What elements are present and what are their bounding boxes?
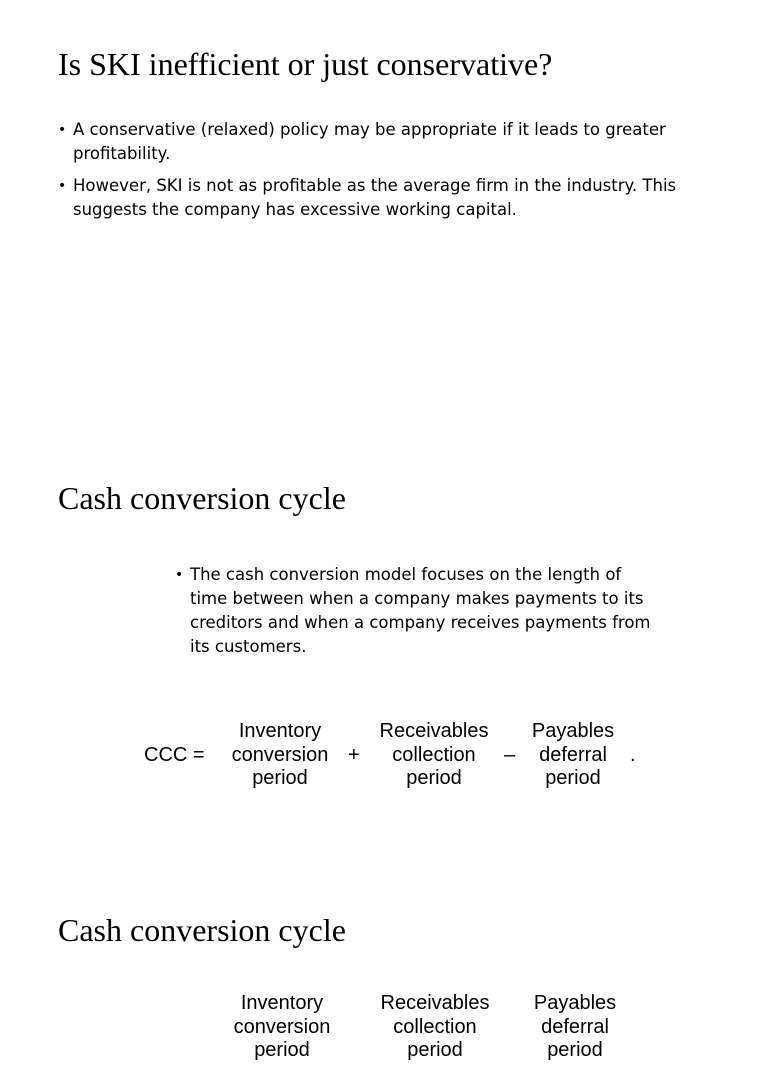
term-line: Payables	[533, 992, 617, 1014]
term-line: period	[547, 1039, 603, 1061]
slide-3	[0, 890, 768, 1061]
ccc-formula	[0, 718, 768, 793]
bullet-list	[58, 118, 708, 222]
bullet-item: • The cash conversion model focuses on the length of time between when a company makes payments to its creditors and when a company receives payments from its customers.	[175, 563, 655, 659]
term-line: conversion	[233, 1015, 331, 1038]
formula-plus: +	[348, 744, 360, 766]
term-line: Inventory	[240, 992, 324, 1014]
term-line: period	[252, 767, 308, 789]
formula-term-receivables	[381, 992, 490, 1063]
slide-title: Cash conversion cycle	[58, 912, 346, 948]
ccc-formula	[0, 992, 768, 1067]
formula-period-dot: .	[630, 744, 636, 766]
term-line: Inventory	[238, 720, 322, 742]
formula-term-inventory	[234, 992, 331, 1063]
term-line: deferral	[539, 743, 607, 766]
bullet-item: • A conservative (relaxed) policy may be appropriate if it leads to greater profitability.	[58, 118, 708, 166]
term-line: period	[254, 1039, 310, 1061]
formula-term-receivables	[380, 720, 489, 791]
term-line: period	[407, 1039, 463, 1061]
formula-term-inventory	[232, 720, 329, 791]
slide-title: Is SKI inefficient or just conservative?	[58, 46, 553, 82]
term-line: conversion	[231, 743, 329, 766]
slide-1	[0, 0, 768, 460]
formula-term-payables	[534, 992, 616, 1063]
term-line: Receivables	[380, 992, 490, 1014]
term-line: Payables	[531, 720, 615, 742]
slide-title: Cash conversion cycle	[58, 480, 346, 516]
term-line: deferral	[541, 1015, 609, 1038]
term-line: collection	[393, 1015, 477, 1038]
formula-term-payables	[532, 720, 614, 791]
formula-minus: –	[504, 744, 516, 766]
bullet-list	[175, 563, 655, 659]
term-line: collection	[392, 743, 476, 766]
term-line: period	[545, 767, 601, 789]
slide-2	[0, 460, 768, 890]
term-line: Receivables	[379, 720, 489, 742]
term-line: period	[406, 767, 462, 789]
formula-lhs: CCC =	[144, 744, 205, 766]
bullet-item: • However, SKI is not as profitable as the average firm in the industry. This suggests the company has excessive working capital.	[58, 174, 708, 222]
